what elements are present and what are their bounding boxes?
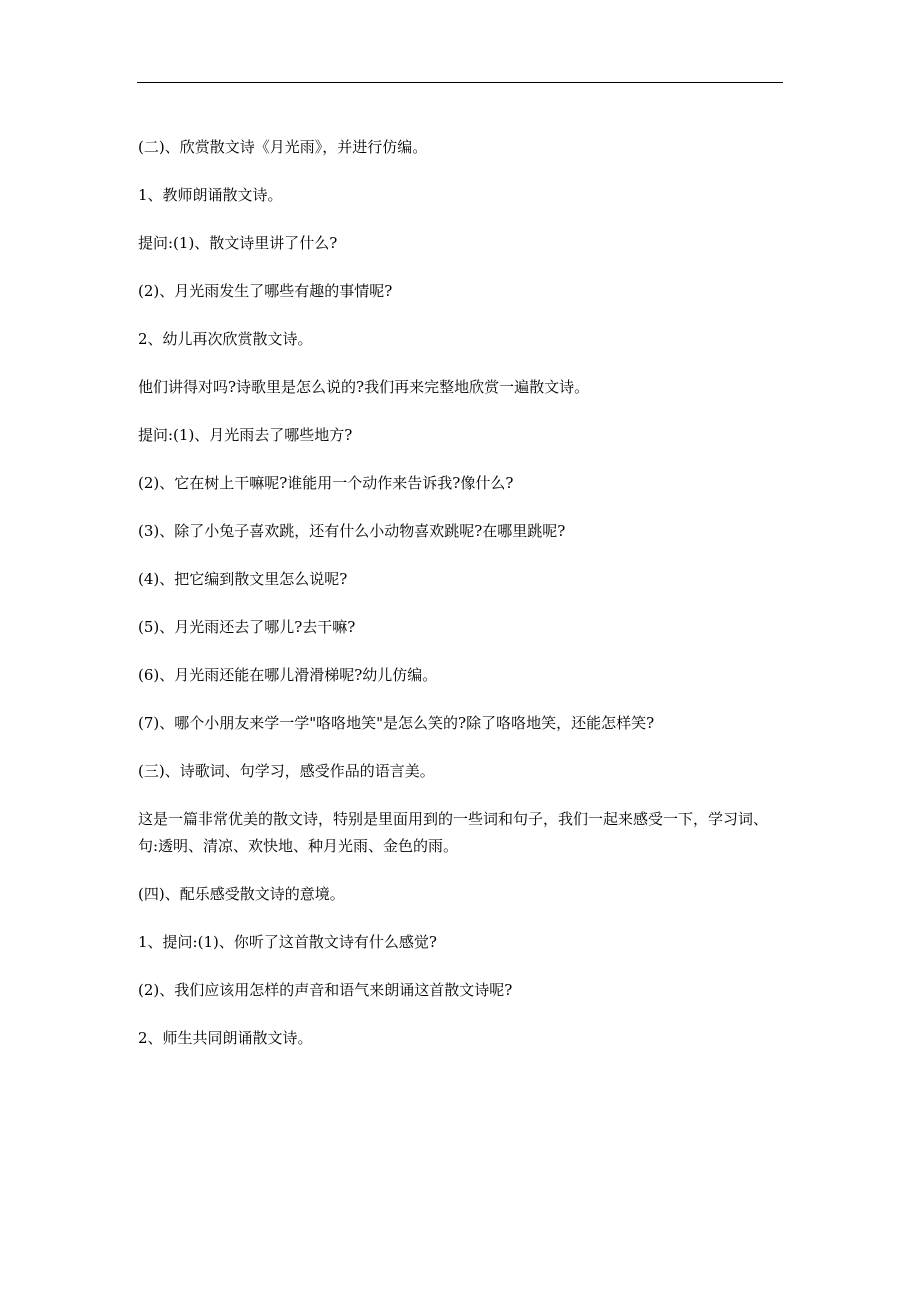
paragraph: 提问:(1)、月光雨去了哪些地方? [138,426,353,444]
paragraph: 2、幼儿再次欣赏散文诗。 [138,330,313,348]
paragraph: (2)、我们应该用怎样的声音和语气来朗诵这首散文诗呢? [138,981,513,999]
paragraph: (7)、哪个小朋友来学一学"咯咯地笑"是怎么笑的?除了咯咯地笑，还能怎样笑? [138,714,655,732]
paragraph: 1、教师朗诵散文诗。 [138,186,283,204]
paragraph: (3)、除了小兔子喜欢跳，还有什么小动物喜欢跳呢?在哪里跳呢? [138,522,566,540]
paragraph: 他们讲得对吗?诗歌里是怎么说的?我们再来完整地欣赏一遍散文诗。 [138,378,590,396]
paragraph: 1、提问:(1)、你听了这首散文诗有什么感觉? [138,933,437,951]
paragraph: (5)、月光雨还去了哪儿?去干嘛? [138,618,356,636]
paragraph: 这是一篇非常优美的散文诗，特别是里面用到的一些词和句子，我们一起来感受一下，学习词、句:透明、清凉、欢快地、种月光雨、金色的雨。 [138,810,769,855]
paragraph: 2、师生共同朗诵散文诗。 [138,1029,313,1047]
paragraph: (三)、诗歌词、句学习，感受作品的语言美。 [138,762,435,780]
header-rule [137,82,783,83]
paragraph: (2)、月光雨发生了哪些有趣的事情呢? [138,282,393,300]
paragraph: (二)、欣赏散文诗《月光雨》，并进行仿编。 [138,138,428,156]
document-body [138,134,784,1073]
paragraph: (四)、配乐感受散文诗的意境。 [138,885,345,903]
paragraph: (4)、把它编到散文里怎么说呢? [138,570,348,588]
paragraph: (2)、它在树上干嘛呢?谁能用一个动作来告诉我?像什么? [138,474,514,492]
paragraph: (6)、月光雨还能在哪儿滑滑梯呢?幼儿仿编。 [138,666,438,684]
paragraph: 提问:(1)、散文诗里讲了什么? [138,234,338,252]
